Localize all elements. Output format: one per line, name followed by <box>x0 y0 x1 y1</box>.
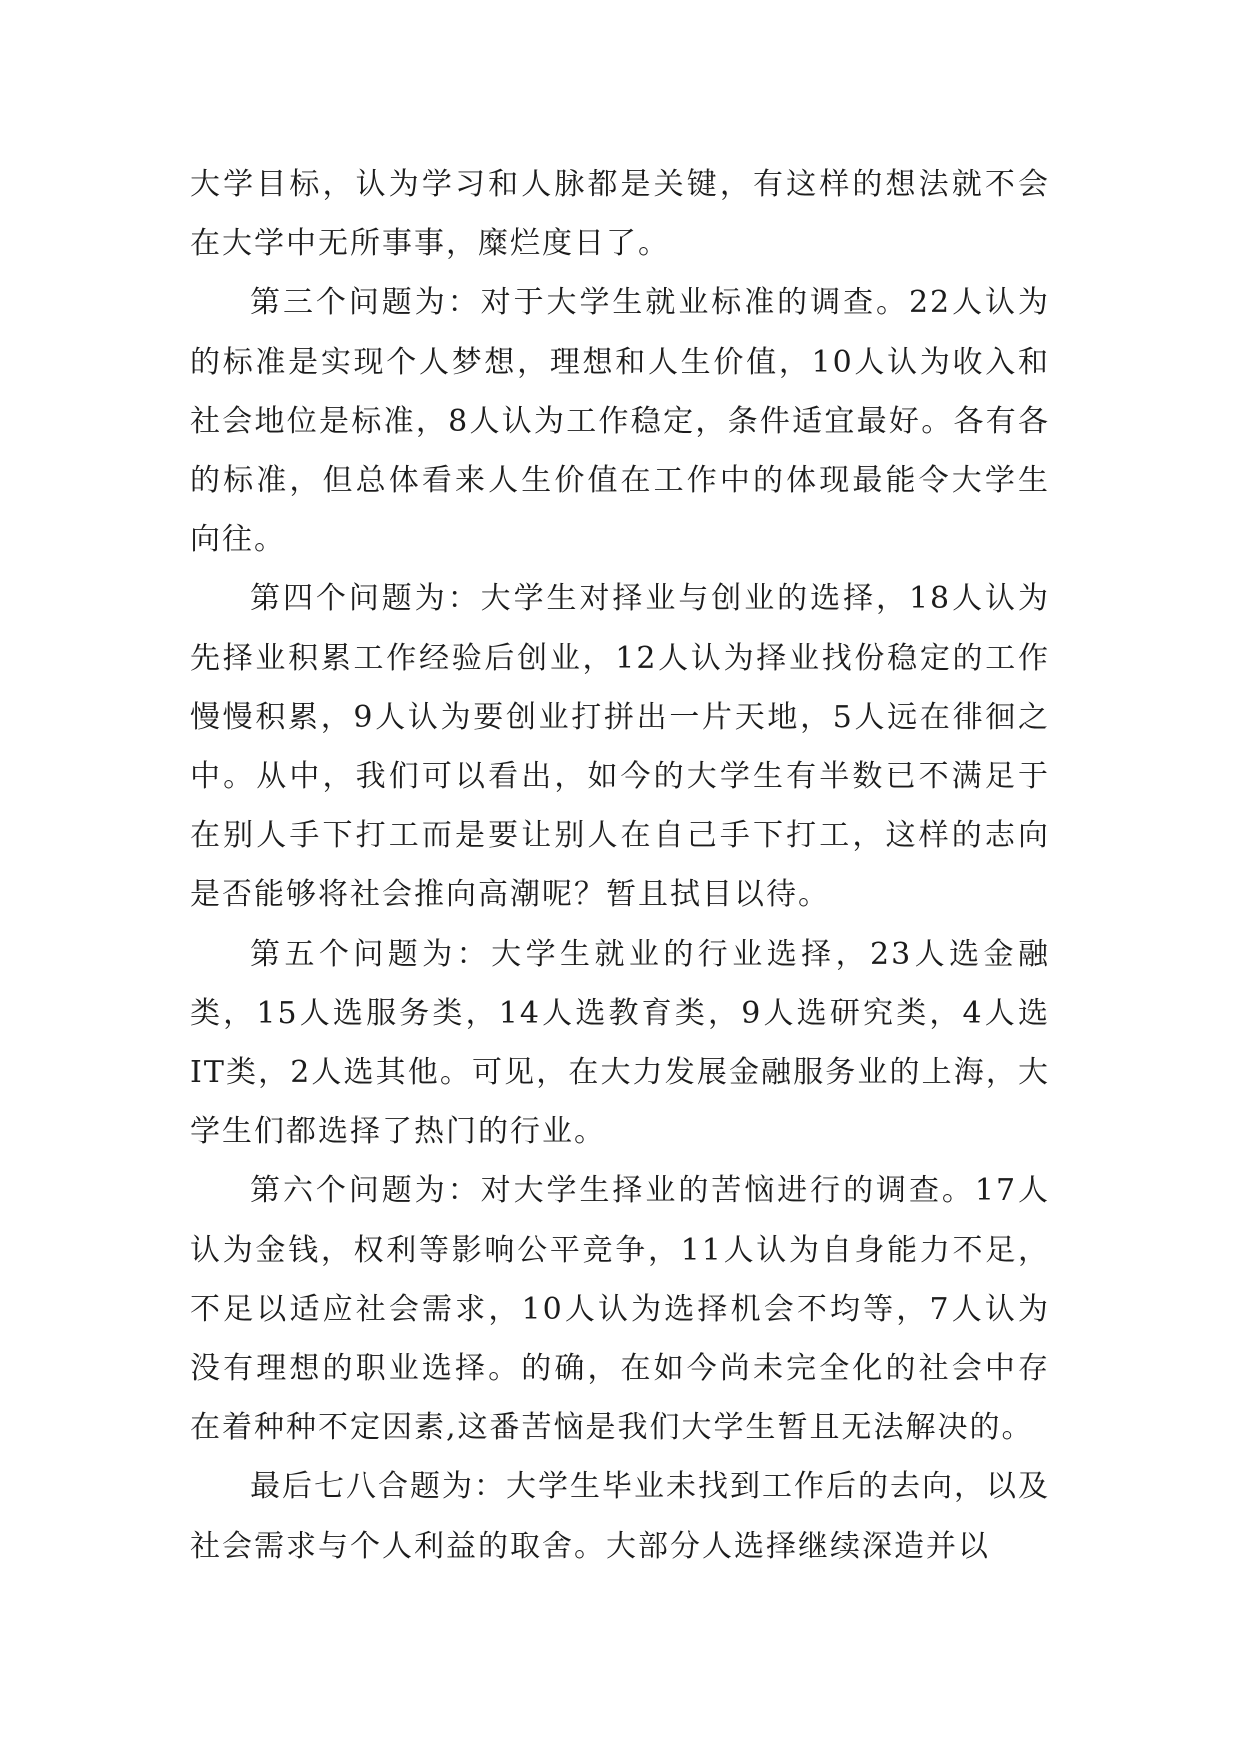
paragraph-question-3: 第三个问题为：对于大学生就业标准的调查。22人认为的标准是实现个人梦想，理想和人生价值，10人认为收入和社会地位是标准，8人认为工作稳定，条件适宜最好。各有各的标准，但总体看来人生价值在工作中的体现最能令大学生向往。 <box>190 285 1050 558</box>
paragraph-question-5: 第五个问题为：大学生就业的行业选择，23人选金融类，15人选服务类，14人选教育类，9人选研究类，4人选IT类，2人选其他。可见，在大力发展金融服务业的上海，大学生们都选择了热门的行业。 <box>190 936 1050 1150</box>
paragraph-question-7-8: 最后七八合题为：大学生毕业未找到工作后的去向，以及社会需求与个人利益的取舍。大部分人选择继续深造并以 <box>190 1469 1050 1564</box>
paragraph-question-4: 第四个问题为：大学生对择业与创业的选择，18人认为先择业积累工作经验后创业，12人认为择业找份稳定的工作慢慢积累，9人认为要创业打拼出一片天地，5人远在徘徊之中。从中，我们可以看出，如今的大学生有半数已不满足于在别人手下打工而是要让别人在自己手下打工，这样的志向是否能够将社会推向高潮呢？暂且拭目以待。 <box>190 581 1050 913</box>
paragraph-question-6: 第六个问题为：对大学生择业的苦恼进行的调查。17人认为金钱，权利等影响公平竞争，11人认为自身能力不足，不足以适应社会需求，10人认为选择机会不均等，7人认为没有理想的职业选择。的确，在如今尚未完全化的社会中存在着种种不定因素,这番苦恼是我们大学生暂且无法解决的。 <box>190 1173 1050 1446</box>
document-body <box>190 155 1050 1576</box>
paragraph-continuation: 大学目标，认为学习和人脉都是关键，有这样的想法就不会在大学中无所事事，糜烂度日了。 <box>190 167 1050 262</box>
